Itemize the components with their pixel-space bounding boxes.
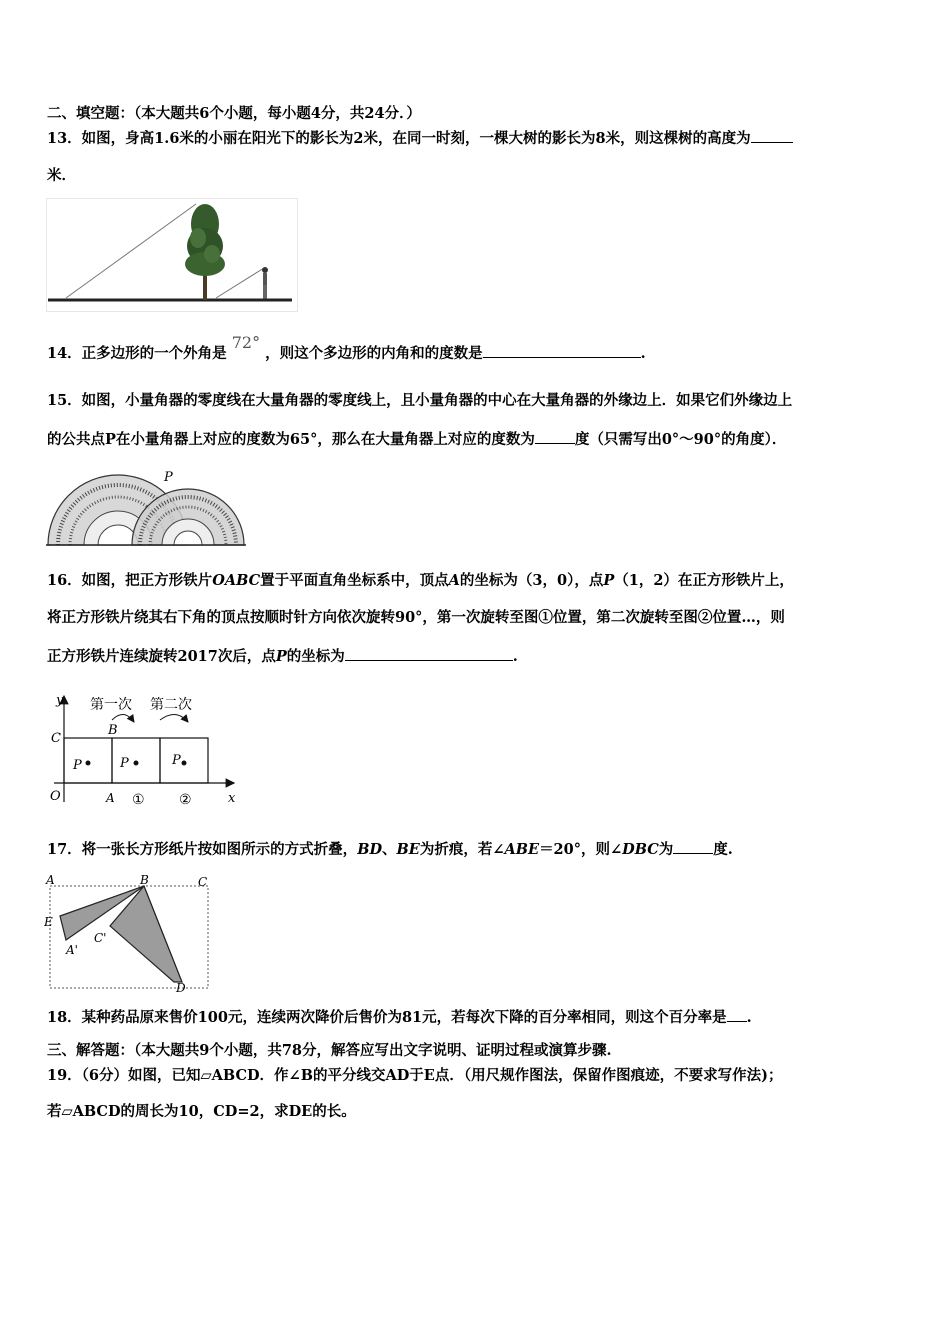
q17-d: BE — [396, 841, 420, 858]
q17-line — [47, 839, 733, 860]
q13-line-1 — [47, 128, 793, 149]
q16-line-2: 将正方形铁片绕其右下角的顶点按顺时针方向依次旋转90°，第一次旋转至图①位置，第二次旋转至图②位置…，则 — [47, 609, 785, 626]
q17-i: 为 — [658, 841, 674, 858]
q16-l3c: 的坐标为 — [286, 648, 345, 665]
q14-suffix: ，则这个多边形的内角和的度数是 — [265, 345, 483, 362]
point-p-3 — [182, 761, 187, 766]
q17-fold-figure — [44, 870, 216, 994]
q16-rotation-figure — [46, 690, 242, 808]
q19-line-2: 若▱ABCD的周长为10，CD=2，求DE的长。 — [47, 1103, 356, 1120]
label-x-axis: x — [228, 791, 236, 806]
q17-j: 度. — [713, 841, 733, 858]
q17-answer-blank[interactable] — [673, 839, 713, 854]
label-a: A — [46, 873, 55, 887]
label-p-2: P — [120, 756, 129, 771]
q13-line-2: 米． — [47, 167, 76, 184]
label-circled-1: ① — [132, 792, 145, 808]
q16-l1d: A — [448, 572, 460, 589]
label-b: B — [108, 723, 118, 738]
label-c-prime: C' — [94, 931, 107, 945]
q18-line — [47, 1007, 752, 1028]
q14-prefix: 14．正多边形的一个外角是 — [47, 345, 227, 362]
q17-b: BD — [357, 841, 383, 858]
rotation-arrow-2 — [160, 714, 188, 722]
label-b: B — [140, 873, 149, 887]
q16-l3d: . — [512, 648, 518, 665]
q16-l3a: 正方形铁片连续旋转2017次后，点 — [47, 648, 276, 665]
q15-answer-blank[interactable] — [535, 429, 575, 444]
q15-text-b: 度（只需写出0°～90°的角度）． — [574, 431, 787, 448]
q14-line — [47, 333, 646, 364]
q16-l3b: P — [275, 648, 287, 665]
q15-point-p-label: P — [164, 470, 173, 485]
q17-f: ABE — [504, 841, 540, 858]
q18-end: . — [746, 1009, 752, 1026]
label-p-3: P — [172, 753, 181, 768]
q17-c: 、 — [382, 841, 397, 858]
q15-text-a: 的公共点P在小量角器上对应的度数为65°，那么在大量角器上对应的度数为 — [47, 431, 535, 448]
section-3-heading: 三、解答题：（本大题共9个小题，共78分，解答应写出文字说明、证明过程或演算步骤. — [47, 1042, 612, 1059]
q16-l1b: OABC — [212, 572, 261, 589]
point-p-1 — [86, 761, 91, 766]
section-2-heading: 二、填空题：（本大题共6个小题，每小题4分，共24分．） — [47, 105, 421, 122]
label-e: E — [44, 915, 53, 929]
q15-line-1: 15．如图，小量角器的零度线在大量角器的零度线上，且小量角器的中心在大量角器的外缘边上．如果它们外缘边上 — [47, 392, 793, 409]
q14-exterior-angle: 72° — [231, 333, 261, 352]
q16-line-3 — [47, 646, 518, 667]
label-a-prime: A' — [66, 943, 78, 957]
label-second-rotation: 第二次 — [150, 697, 192, 713]
q19-line-1: 19．（6分）如图，已知▱ABCD．作∠B的平分线交AD于E点．（用尺规作图法，保留作图痕迹，不要求写作法)； — [47, 1067, 783, 1084]
label-y-axis: y — [56, 693, 64, 708]
q18-answer-blank[interactable] — [727, 1007, 747, 1022]
q16-l1a: 16．如图，把正方形铁片 — [47, 572, 213, 589]
q15-line-2 — [47, 429, 786, 450]
rotation-arrow-1 — [112, 714, 134, 722]
label-a: A — [106, 791, 115, 805]
point-p-2 — [134, 761, 139, 766]
q16-l1g: （1，2）在正方形铁片上， — [614, 572, 794, 589]
q13-answer-blank[interactable] — [751, 128, 793, 143]
label-p-1: P — [73, 758, 82, 773]
q18-text: 18．某种药品原来售价100元，连续两次降价后售价为81元，若每次下降的百分率相同，则这个百分率是 — [47, 1009, 727, 1026]
q16-l1e: 的坐标为（3，0），点 — [459, 572, 604, 589]
q14-answer-blank[interactable] — [483, 343, 641, 358]
q13-tree-shadow-figure — [46, 198, 298, 312]
q17-e: 为折痕，若∠ — [419, 841, 505, 858]
label-d: D — [176, 981, 186, 994]
label-o: O — [50, 789, 61, 804]
label-first-rotation: 第一次 — [90, 697, 132, 713]
q17-a: 17．将一张长方形纸片按如图所示的方式折叠， — [47, 841, 358, 858]
q16-l1f: P — [603, 572, 615, 589]
q15-protractor-figure — [46, 467, 246, 548]
q17-g: ＝20°，则∠ — [539, 841, 623, 858]
q16-l1c: 置于平面直角坐标系中，顶点 — [260, 572, 449, 589]
label-c: C — [198, 875, 208, 889]
label-circled-2: ② — [179, 792, 192, 808]
q17-h: DBC — [622, 841, 659, 858]
label-c: C — [51, 731, 61, 746]
q14-end: . — [640, 345, 646, 362]
q16-line-1 — [47, 571, 794, 591]
q13-text: 13．如图，身高1.6米的小丽在阳光下的影长为2米，在同一时刻，一棵大树的影长为8米，则这棵树的高度为 — [47, 130, 751, 147]
q16-answer-blank[interactable] — [345, 646, 513, 661]
